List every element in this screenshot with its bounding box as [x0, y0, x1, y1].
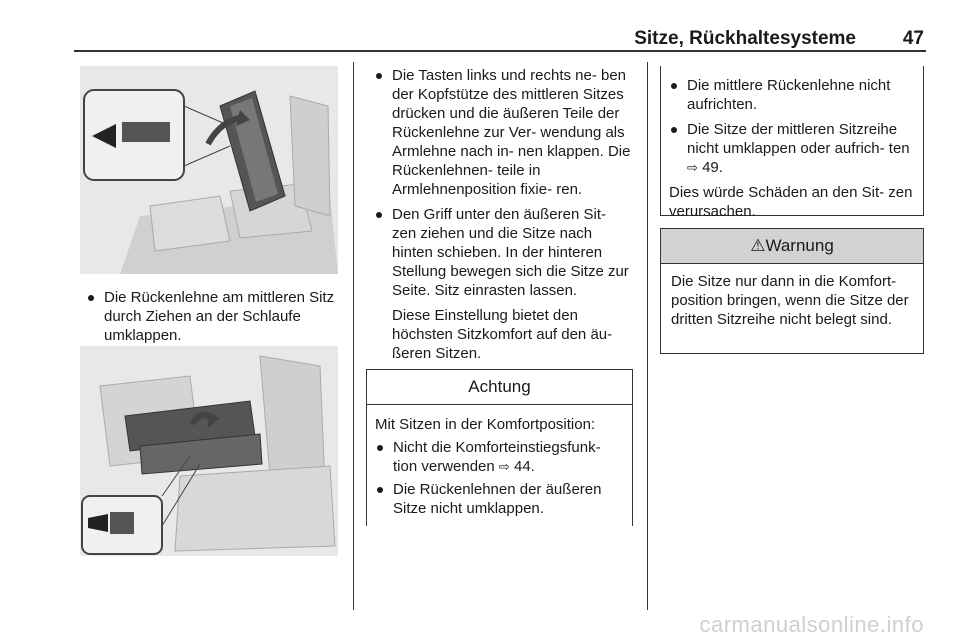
caution-item-text: Die Sitze der mittleren Sitzreihe nicht umklappen oder aufrich- ten [687, 121, 910, 157]
warning-triangle-icon: ⚠ [750, 236, 766, 255]
warning-text: Die Sitze nur dann in die Komfort- position bringen, wenn die Sitze der dritten Sitzreihe nicht belegt sind. [671, 273, 909, 328]
caution-box-continued [660, 66, 924, 220]
list-item-continuation: Diese Einstellung bietet den höchsten Sitzkomfort auf den äu- ßeren Sitzen. [392, 307, 613, 362]
list-item [669, 120, 915, 177]
warning-title-text: Warnung [765, 236, 834, 255]
page-reference[interactable]: 49. [702, 159, 723, 176]
caution-box [366, 369, 633, 526]
column2-text [374, 66, 634, 363]
warning-title [661, 229, 923, 264]
column-divider-1 [353, 62, 354, 610]
list-item: Die Rückenlehne am mittleren Sitz durch Ziehen an der Schlaufe umklappen. [86, 288, 336, 345]
caution-title: Achtung [367, 370, 632, 405]
page-reference-icon: ⇨ [687, 160, 698, 175]
figure-armrest-fold [80, 66, 338, 274]
caution-intro: Mit Sitzen in der Komfortposition: [375, 416, 596, 433]
list-item [375, 438, 624, 476]
column1-text [86, 288, 336, 345]
caution-note: Dies würde Schäden an den Sit- zen verursachen. [669, 184, 913, 220]
list-item: Die Rückenlehnen der äußeren Sitze nicht umklappen. [375, 480, 624, 518]
column-divider-2 [647, 62, 648, 610]
caution-item-text: Nicht die Komforteinstiegsfunk- tion verwenden [393, 439, 601, 475]
page-title: Sitze, Rückhaltesysteme [634, 28, 856, 49]
page-header [74, 22, 926, 52]
watermark: carmanualsonline.info [699, 612, 924, 637]
list-item: Den Griff unter den äußeren Sit- zen ziehen und die Sitze nach hinten schieben. In der hinteren Stellung bewegen sich die Sitze zur Seite. Sitz einrasten lassen. [374, 205, 634, 300]
page-number: 47 [902, 28, 924, 49]
warning-box [660, 228, 924, 354]
list-item: Die mittlere Rückenlehne nicht aufrichten. [669, 76, 915, 114]
figure-seat-release-drawing [80, 346, 338, 556]
list-item: Die Tasten links und rechts ne- ben der Kopfstütze des mittleren Sitzes drücken und die äußeren Teile der Rückenlehne zur Ver- wendung als Armlehne nach in- nen klappen. Die Rückenlehnen- teile in Armlehnenposition fixie- ren. [374, 66, 634, 199]
figure-seat-release [80, 346, 338, 556]
page-reference-icon: ⇨ [498, 459, 510, 474]
page-reference[interactable]: 44. [513, 458, 535, 475]
figure-armrest-fold-drawing [80, 66, 338, 274]
